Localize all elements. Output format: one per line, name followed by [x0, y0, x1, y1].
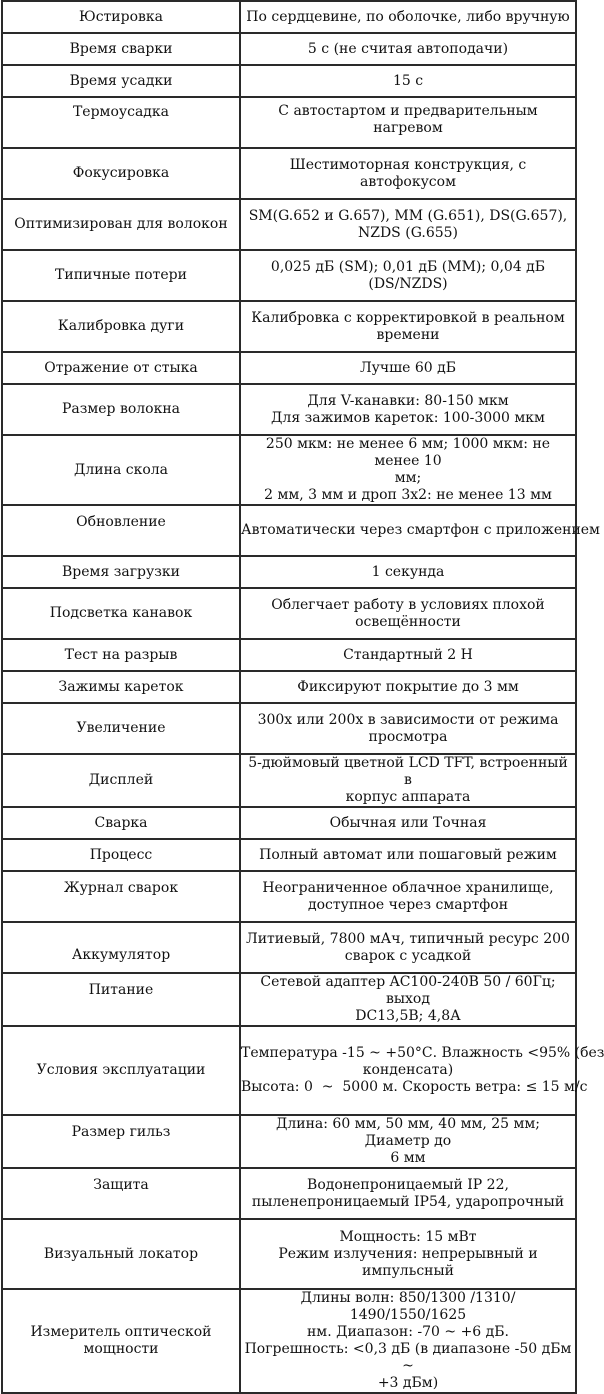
- spec-value: 250 мкм: не менее 6 мм; 1000 мкм: не менее 10 мм; 2 мм, 3 мм и дроп 3х2: не менее 13 мм: [240, 435, 576, 505]
- table-row: [2, 97, 576, 148]
- table-row: [2, 973, 576, 1026]
- table-row: [2, 1289, 576, 1393]
- table-row: [2, 703, 576, 754]
- spec-key: Калибровка дуги: [2, 301, 240, 352]
- spec-value: Сетевой адаптер AC100-240В 50 / 60Гц; выход DC13,5В; 4,8А: [240, 973, 576, 1026]
- spec-key: Оптимизирован для волокон: [2, 199, 240, 250]
- spec-value: Полный автомат или пошаговый режим: [240, 839, 576, 871]
- table-row: [2, 65, 576, 97]
- spec-value: Длины волн: 850/1300 /1310/ 1490/1550/1625 нм. Диапазон: -70 ~ +6 дБ. Погрешность: <0,3 дБ (в диапазоне -50 дБм ~ +3 дБм): [240, 1289, 576, 1393]
- spec-key: Размер гильз: [2, 1115, 240, 1168]
- spec-key: Журнал сварок: [2, 871, 240, 922]
- spec-value: Литиевый, 7800 мАч, типичный ресурс 200 сварок с усадкой: [240, 922, 576, 973]
- table-row: [2, 588, 576, 639]
- table-row: [2, 1168, 576, 1219]
- spec-key: Процесс: [2, 839, 240, 871]
- spec-key: Визуальный локатор: [2, 1219, 240, 1289]
- table-row: [2, 839, 576, 871]
- spec-value: Обычная или Точная: [240, 807, 576, 839]
- spec-key: Длина скола: [2, 435, 240, 505]
- table-row: [2, 556, 576, 588]
- spec-value: Длина: 60 мм, 50 мм, 40 мм, 25 мм; Диаметр до 6 мм: [240, 1115, 576, 1168]
- spec-key: Питание: [2, 973, 240, 1026]
- table-row: [2, 639, 576, 671]
- table-row: [2, 33, 576, 65]
- spec-value: Водонепроницаемый IP 22, пыленепроницаемый IP54, ударопрочный: [240, 1168, 576, 1219]
- spec-value: SM(G.652 и G.657), MM (G.651), DS(G.657), NZDS (G.655): [240, 199, 576, 250]
- spec-key: Сварка: [2, 807, 240, 839]
- spec-value: С автостартом и предварительным нагревом: [240, 97, 576, 148]
- table-row: [2, 671, 576, 703]
- spec-value: 5-дюймовый цветной LCD TFT, встроенный в корпус аппарата: [240, 754, 576, 807]
- spec-value: Шестимоторная конструкция, с автофокусом: [240, 148, 576, 199]
- spec-value: Неограниченное облачное хранилище, доступное через смартфон: [240, 871, 576, 922]
- spec-value: 5 с (не считая автоподачи): [240, 33, 576, 65]
- spec-value: Лучше 60 дБ: [240, 352, 576, 384]
- table-row: [2, 301, 576, 352]
- spec-key: Типичные потери: [2, 250, 240, 301]
- spec-key: Подсветка канавок: [2, 588, 240, 639]
- table-row: [2, 505, 576, 556]
- spec-key: Увеличение: [2, 703, 240, 754]
- table-row: [2, 1115, 576, 1168]
- spec-key: Защита: [2, 1168, 240, 1219]
- spec-value: Фиксируют покрытие до 3 мм: [240, 671, 576, 703]
- table-row: [2, 250, 576, 301]
- spec-value: 1 секунда: [240, 556, 576, 588]
- spec-value: Мощность: 15 мВт Режим излучения: непрерывный и импульсный: [240, 1219, 576, 1289]
- spec-value: 300х или 200х в зависимости от режима просмотра: [240, 703, 576, 754]
- spec-key: Тест на разрыв: [2, 639, 240, 671]
- table-row: [2, 1026, 576, 1115]
- spec-table: [1, 0, 604, 1394]
- spec-value: 0,025 дБ (SM); 0,01 дБ (MM); 0,04 дБ (DS/NZDS): [240, 250, 576, 301]
- table-row: [2, 199, 576, 250]
- spec-key: Размер волокна: [2, 384, 240, 435]
- spec-key: Аккумулятор: [2, 922, 240, 973]
- spec-value: Облегчает работу в условиях плохой освещённости: [240, 588, 576, 639]
- table-row: [2, 1, 576, 33]
- spec-key: Условия эксплуатации: [2, 1026, 240, 1115]
- spec-value: Температура -15 ~ +50°С. Влажность <95% (без конденсата) Высота: 0 ~ 5000 м. Скорость ветра: ≤ 15 м/с: [240, 1026, 576, 1115]
- table-row: [2, 352, 576, 384]
- spec-key: Время сварки: [2, 33, 240, 65]
- spec-key: Фокусировка: [2, 148, 240, 199]
- spec-key: Время загрузки: [2, 556, 240, 588]
- table-row: [2, 922, 576, 973]
- spec-key: Термоусадка: [2, 97, 240, 148]
- table-row: [2, 871, 576, 922]
- spec-value: Калибровка с корректировкой в реальном времени: [240, 301, 576, 352]
- spec-key: Юстировка: [2, 1, 240, 33]
- spec-key: Обновление: [2, 505, 240, 556]
- spec-value: Автоматически через смартфон с приложением: [240, 505, 576, 556]
- spec-key: Дисплей: [2, 754, 240, 807]
- spec-key: Измеритель оптической мощности: [2, 1289, 240, 1393]
- spec-key: Время усадки: [2, 65, 240, 97]
- table-row: [2, 754, 576, 807]
- table-row: [2, 384, 576, 435]
- spec-key: Отражение от стыка: [2, 352, 240, 384]
- spec-value: 15 с: [240, 65, 576, 97]
- spec-key: Зажимы кареток: [2, 671, 240, 703]
- table-row: [2, 1219, 576, 1289]
- spec-value: По сердцевине, по оболочке, либо вручную: [240, 1, 576, 33]
- table-row: [2, 435, 576, 505]
- table-row: [2, 807, 576, 839]
- spec-value: Для V-канавки: 80-150 мкм Для зажимов кареток: 100-3000 мкм: [240, 384, 576, 435]
- table-row: [2, 148, 576, 199]
- spec-value: Стандартный 2 Н: [240, 639, 576, 671]
